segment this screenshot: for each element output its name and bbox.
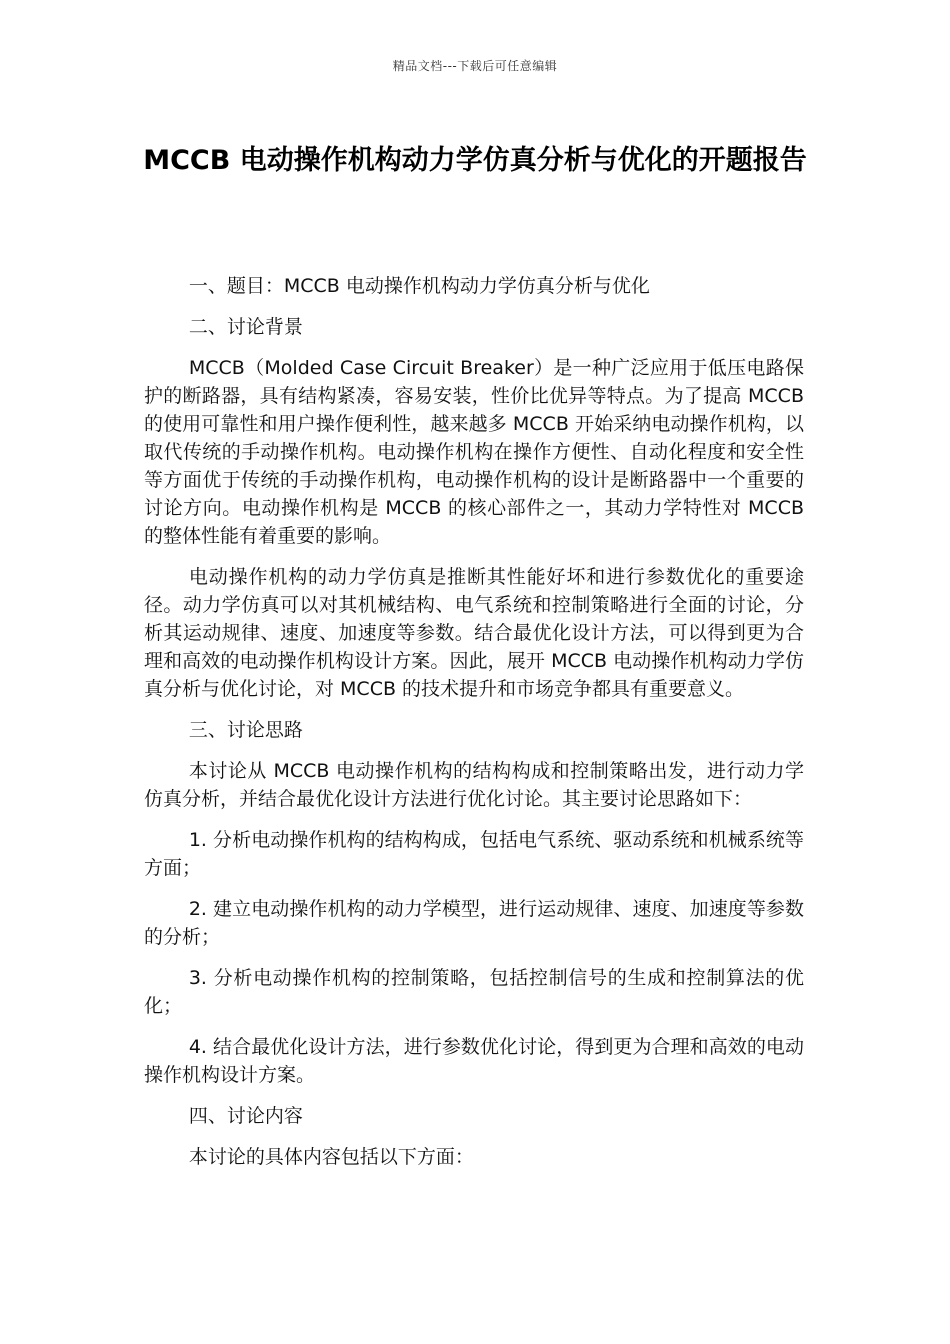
- list-item-approach-4: 4. 结合最优化设计方法，进行参数优化讨论，得到更为合理和高效的电动操作机构设计方案。: [144, 1036, 804, 1086]
- header-note: 精品文档---下载后可任意编辑: [392, 59, 558, 73]
- document-title: MCCB 电动操作机构动力学仿真分析与优化的开题报告: [143, 145, 807, 176]
- section-heading-approach: 三、讨论思路: [188, 719, 303, 741]
- section-heading-background: 二、讨论背景: [188, 316, 303, 338]
- list-item-approach-1: 1. 分析电动操作机构的结构构成，包括电气系统、驱动系统和机械系统等方面；: [144, 829, 804, 879]
- paragraph-background-1: MCCB（Molded Case Circuit Breaker）是一种广泛应用于低压电路保护的断路器，具有结构紧凑，容易安装，性价比优异等特点。为了提高 MCCB 的使用可靠性和用户操作便利性，越来越多 MCCB 开始采纳电动操作机构，以取代传统的手动操作机构。电动操作机构在操作方便性、自动化程度和安全性等方面优于传统的手动操作机构，电动操作机构的设计是断路器中一个重要的讨论方向。电动操作机构是 MCCB 的核心部件之一，其动力学特性对 MCCB 的整体性能有着重要的影响。: [144, 357, 804, 547]
- list-item-approach-3: 3. 分析电动操作机构的控制策略，包括控制信号的生成和控制算法的优化；: [144, 967, 804, 1017]
- paragraph-background-2: 电动操作机构的动力学仿真是推断其性能好坏和进行参数优化的重要途径。动力学仿真可以对其机械结构、电气系统和控制策略进行全面的讨论，分析其运动规律、速度、加速度等参数。结合最优化设计方法，可以得到更为合理和高效的电动操作机构设计方案。因此，展开 MCCB 电动操作机构动力学仿真分析与优化讨论，对 MCCB 的技术提升和市场竞争都具有重要意义。: [144, 566, 804, 700]
- section-heading-content: 四、讨论内容: [188, 1105, 303, 1127]
- paragraph-content-intro: 本讨论的具体内容包括以下方面：: [188, 1146, 474, 1168]
- document-body: [144, 272, 804, 1184]
- paragraph-approach-intro: 本讨论从 MCCB 电动操作机构的结构构成和控制策略出发，进行动力学仿真分析，并结合最优化设计方法进行优化讨论。其主要讨论思路如下：: [144, 760, 804, 810]
- list-item-approach-2: 2. 建立电动操作机构的动力学模型，进行运动规律、速度、加速度等参数的分析；: [144, 898, 804, 948]
- section-heading-topic: 一、题目：MCCB 电动操作机构动力学仿真分析与优化: [188, 275, 650, 297]
